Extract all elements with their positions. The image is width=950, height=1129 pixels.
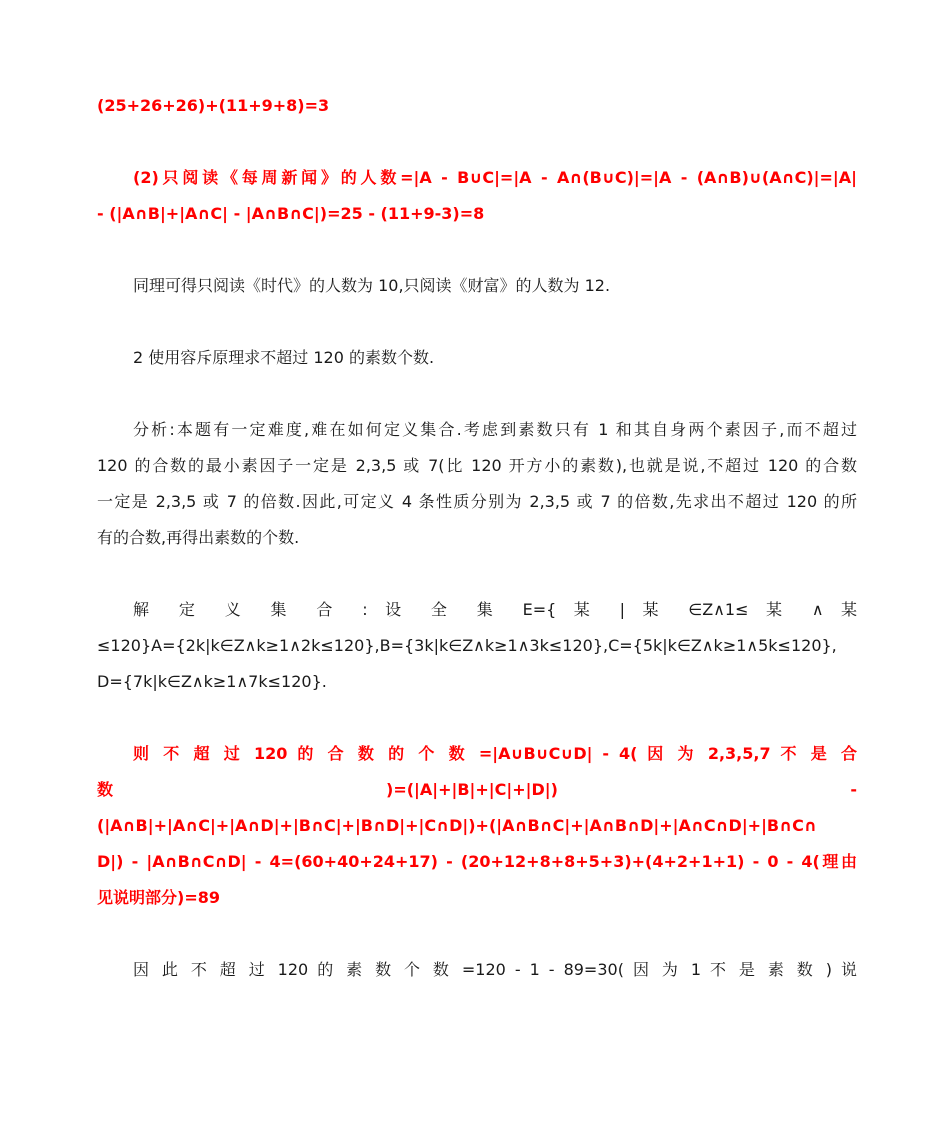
text-line: 同理可得只阅读《时代》的人数为 10,只阅读《财富》的人数为 12. xyxy=(133,276,611,295)
text-line: D|) - |A∩B∩C∩D| - 4=(60+40+24+17) - (20+12+8+8+5+3)+(4+2+1+1) - 0 - 4(理由 xyxy=(97,852,857,871)
text-line: 因 此 不 超 过 120 的 素 数 个 数 =120 - 1 - 89=30( 因 为 1 不 是 素 数 ) 说 xyxy=(133,960,857,979)
text-line: 120 的合数的最小素因子一定是 2,3,5 或 7(比 120 开方小的素数),也就是说,不超过 120 的合数 xyxy=(97,456,857,475)
text-line: 有的合数,再得出素数的个数. xyxy=(97,528,300,547)
text-line: 见说明部分)=89 xyxy=(97,888,220,907)
text-line: (25+26+26)+(11+9+8)=3 xyxy=(97,96,330,115)
text-line: 解 定 义 集 合 : 设 全 集 E={ 某 | 某 ∈Z∧1≤ 某 ∧ 某 xyxy=(133,600,857,619)
text-line: 则 不 超 过 120 的 合 数 的 个 数 =|A∪B∪C∪D| - 4( 因 为 2,3,5,7 不 是 合 xyxy=(133,744,857,763)
text-line: (2)只阅读《每周新闻》的人数=|A - B∪C|=|A - A∩(B∪C)|=|A - (A∩B)∪(A∩C)|=|A| xyxy=(133,168,857,187)
text-line: D={7k|k∈Z∧k≥1∧7k≤120}. xyxy=(97,672,327,691)
text-line: - (|A∩B|+|A∩C| - |A∩B∩C|)=25 - (11+9-3)=8 xyxy=(97,204,485,223)
text-line: (|A∩B|+|A∩C|+|A∩D|+|B∩C|+|B∩D|+|C∩D|)+(|A∩B∩C|+|A∩B∩D|+|A∩C∩D|+|B∩C∩ xyxy=(97,816,817,835)
text-line: ≤120}A={2k|k∈Z∧k≥1∧2k≤120},B={3k|k∈Z∧k≥1∧3k≤120},C={5k|k∈Z∧k≥1∧5k≤120}, xyxy=(97,636,837,655)
text-line: 分析:本题有一定难度,难在如何定义集合.考虑到素数只有 1 和其自身两个素因子,而不超过 xyxy=(133,420,857,439)
text-line: - xyxy=(850,780,857,799)
text-line: )=(|A|+|B|+|C|+|D|) xyxy=(386,780,558,799)
text-line: 一定是 2,3,5 或 7 的倍数.因此,可定义 4 条性质分别为 2,3,5 或 7 的倍数,先求出不超过 120 的所 xyxy=(97,492,857,511)
text-line: 数 xyxy=(97,780,114,799)
text-line: 2 使用容斥原理求不超过 120 的素数个数. xyxy=(133,348,435,367)
